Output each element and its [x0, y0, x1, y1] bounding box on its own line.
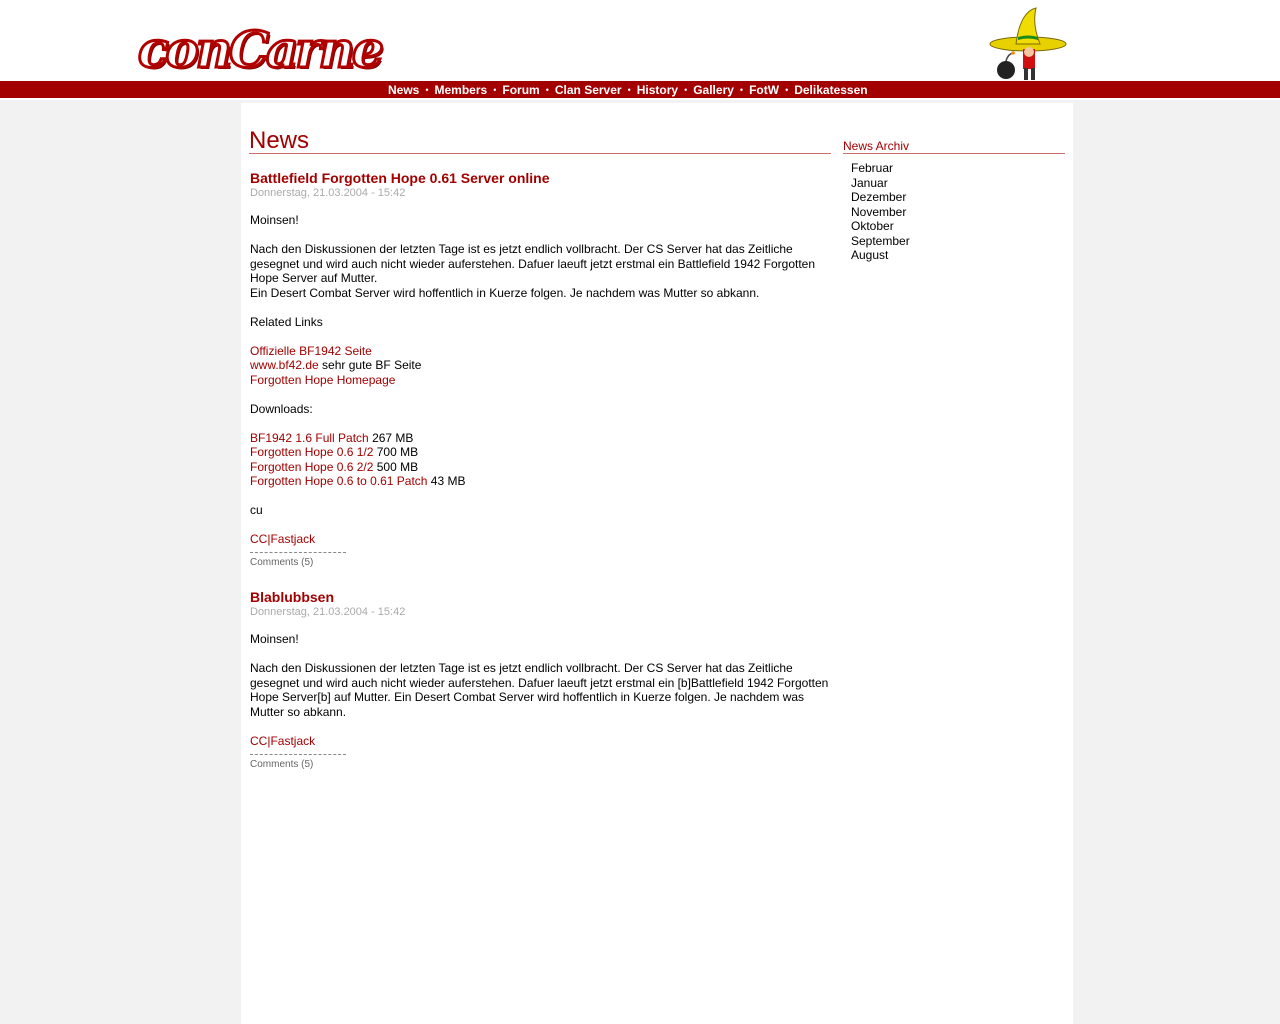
news-body [249, 213, 831, 569]
nav-separator: • [545, 84, 549, 95]
archive-item [851, 219, 1065, 234]
main-column [249, 127, 831, 771]
nav-delikatessen[interactable]: Delikatessen [794, 82, 868, 97]
nav-separator: • [493, 84, 497, 95]
archive-month-link[interactable]: August [851, 248, 889, 262]
news-paragraph: Nach den Diskussionen der letzten Tage ist es jetzt endlich vollbracht. Der CS Server hat das Zeitliche gesegnet und wird auch nicht wieder auferstehen. Dafuer laeuft jetzt erstmal ein [b]Battlefield 1942 Forgotten Hope Server[b] auf Mutter. Ein Desert Combat Server wird hoffentlich in Kuerze folgen. Je nachdem was Mutter so abkann. [250, 661, 829, 719]
news-body [249, 632, 831, 771]
archive-month-link[interactable]: November [851, 204, 907, 219]
download-size: 700 MB [373, 445, 419, 459]
news-title: Blablubbsen [250, 589, 335, 605]
archive-month-link[interactable]: Dezember [851, 190, 907, 204]
page-title: News [249, 127, 831, 154]
news-author-link[interactable]: CC|Fastjack [250, 733, 316, 748]
archive-month-link[interactable]: Februar [851, 161, 894, 175]
logo-text: conCarne [138, 20, 381, 79]
archive-item [851, 161, 1065, 176]
link-offizielle-bf1942[interactable]: Offizielle BF1942 Seite [250, 343, 372, 358]
nav-separator: • [739, 84, 744, 95]
news-paragraph [250, 242, 831, 300]
news-author-link[interactable]: CC|Fastjack [250, 532, 316, 546]
news-greeting: Moinsen! [250, 632, 299, 646]
news-paragraph-text: Nach den Diskussionen der letzten Tage ist es jetzt endlich vollbracht. Der CS Server hat das Zeitliche gesegnet und wird auch nicht wieder auferstehen. Dafuer laeuft jetzt erstmal ein Battlefield 1942 Forgotten Hope Server auf Mutter. [250, 242, 816, 285]
main-nav [388, 81, 868, 98]
related-links-heading: Related Links [250, 314, 323, 329]
archive-item [851, 190, 1065, 205]
nav-separator: • [684, 84, 688, 95]
link-forgotten-hope-homepage[interactable]: Forgotten Hope Homepage [250, 372, 396, 387]
archive-item [851, 248, 1065, 263]
downloads-heading: Downloads: [250, 401, 313, 416]
mascot-sombrero-icon [986, 4, 1070, 82]
archive-month-link[interactable]: Januar [851, 175, 888, 190]
comments-link[interactable]: Comments (5) [250, 557, 314, 568]
news-paragraph-text-2: Ein Desert Combat Server wird hoffentlich in Kuerze folgen. Je nachdem was Mutter so abkann. [250, 285, 760, 300]
link-bf42-de[interactable]: www.bf42.de [250, 358, 319, 372]
archive-month-link[interactable]: September [851, 233, 910, 248]
archive-month-link[interactable]: Oktober [851, 219, 894, 233]
news-item [249, 170, 831, 569]
download-fh-2[interactable]: Forgotten Hope 0.6 2/2 [250, 459, 374, 474]
nav-separator: • [627, 84, 631, 95]
download-size: 267 MB [368, 430, 414, 445]
news-divider [250, 552, 346, 553]
nav-gallery[interactable]: Gallery [693, 82, 734, 97]
news-greeting: Moinsen! [250, 213, 299, 227]
nav-news[interactable]: News [388, 82, 420, 97]
download-size: 43 MB [427, 474, 466, 488]
archive-item [851, 205, 1065, 220]
nav-history[interactable]: History [636, 82, 679, 97]
download-bf1942-patch[interactable]: BF1942 1.6 Full Patch [250, 430, 369, 445]
sidebar [843, 139, 1065, 263]
archive-month-list [843, 161, 1065, 263]
nav-clan-server[interactable]: Clan Server [554, 82, 622, 97]
nav-separator: • [785, 84, 789, 95]
content-panel [241, 103, 1073, 1024]
related-links [250, 344, 831, 388]
news-title: Battlefield Forgotten Hope 0.61 Server online [250, 170, 550, 186]
comments-link[interactable]: Comments (5) [250, 758, 314, 770]
link-suffix: sehr gute BF Seite [318, 358, 422, 372]
download-fh-patch[interactable]: Forgotten Hope 0.6 to 0.61 Patch [250, 474, 428, 488]
news-date: Donnerstag, 21.03.2004 - 15:42 [250, 187, 406, 199]
news-item [249, 589, 831, 771]
archive-item [851, 176, 1065, 191]
archive-item [851, 234, 1065, 249]
nav-members[interactable]: Members [434, 82, 488, 97]
nav-fotw[interactable]: FotW [749, 82, 780, 97]
nav-forum[interactable]: Forum [502, 82, 540, 97]
download-fh-1[interactable]: Forgotten Hope 0.6 1/2 [250, 445, 374, 459]
news-divider [250, 754, 346, 755]
nav-separator: • [425, 84, 429, 95]
downloads-list [250, 431, 831, 489]
news-archive-title: News Archiv [843, 139, 1065, 154]
news-date: Donnerstag, 21.03.2004 - 15:42 [250, 606, 406, 618]
news-signoff: cu [250, 503, 263, 517]
download-size: 500 MB [373, 459, 419, 474]
